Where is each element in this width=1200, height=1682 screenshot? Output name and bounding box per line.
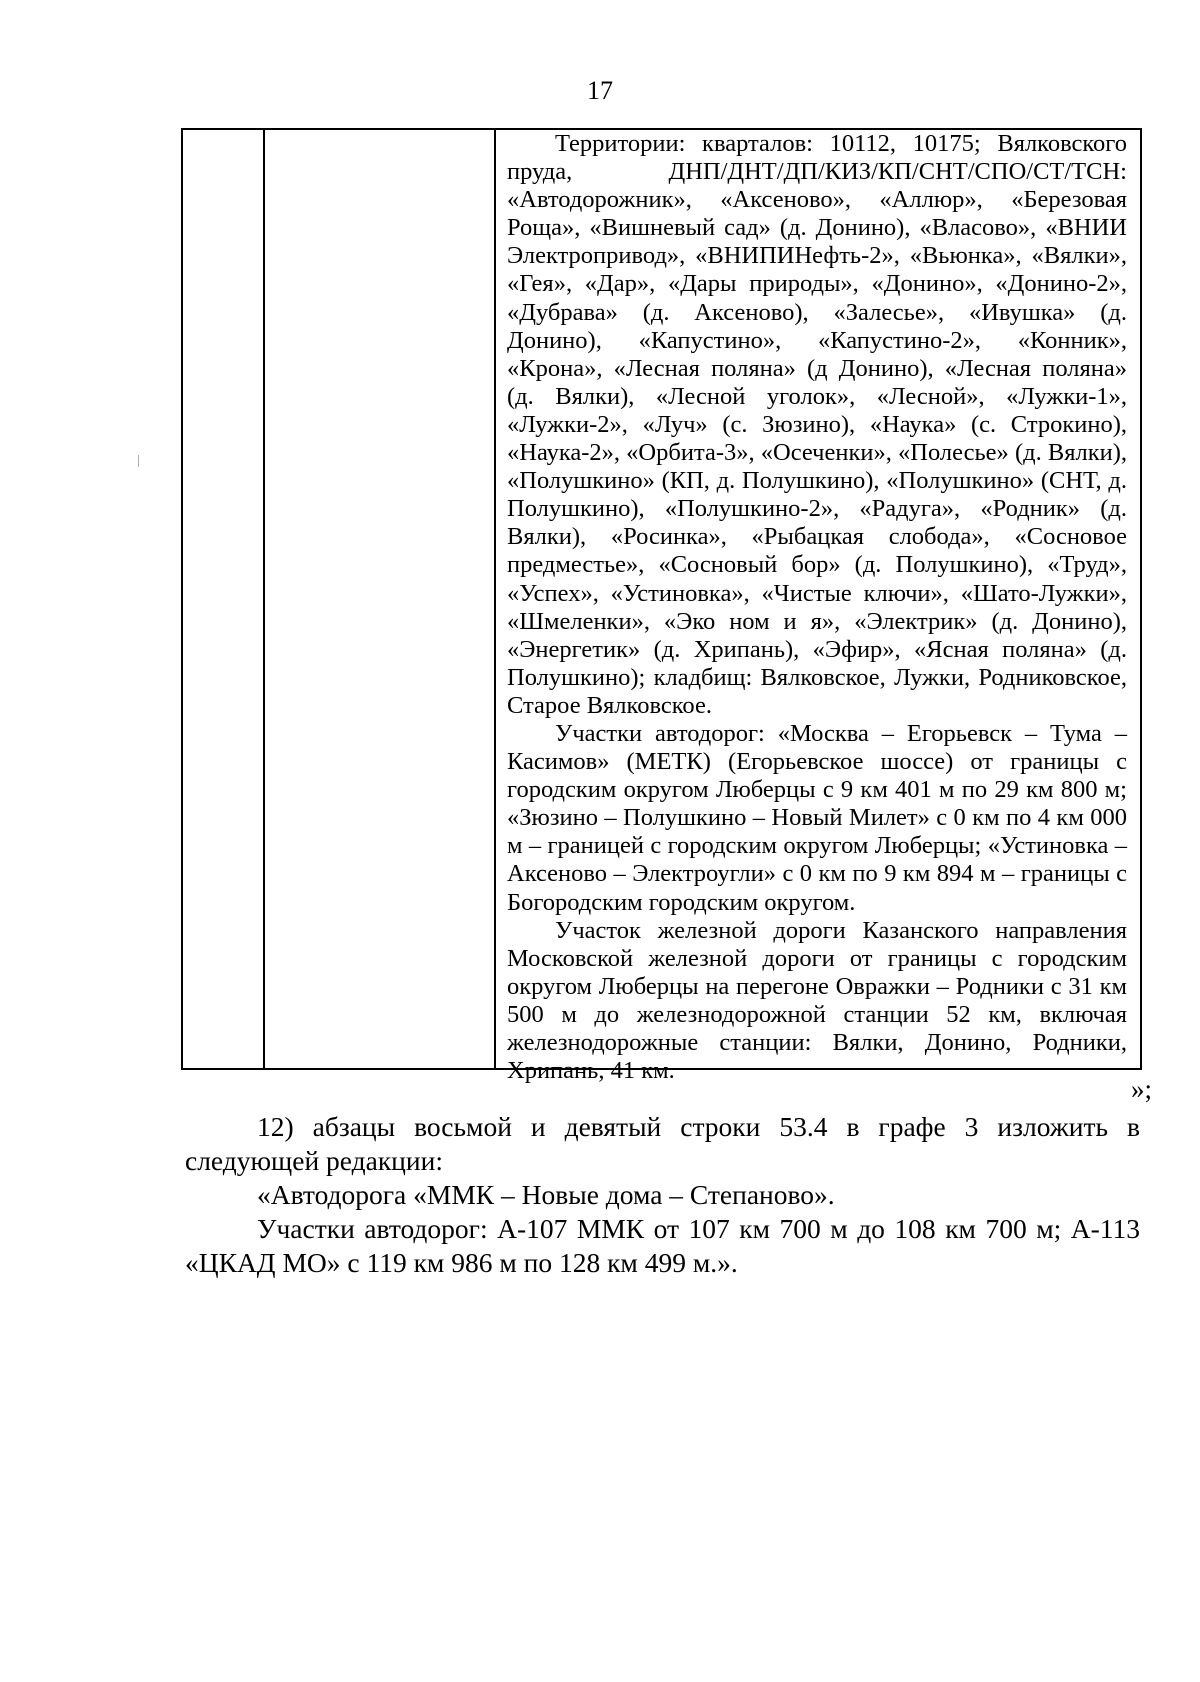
table-cell-column-3 xyxy=(507,130,1127,1085)
cell-paragraph-territories: Территории: кварталов: 10112, 10175; Вялковского пруда, ДНП/ДНТ/ДП/КИЗ/КП/СНТ/СПО/СТ/ТСН: «Автодорожник», «Аксеново», «Аллюр», «Березовая Роща», «Вишневый сад» (д. Донино), «Власово», «ВНИИ Электропривод», «ВНИПИНефть-2», «Вьюнка», «Вялки», «Гея», «Дар», «Дары природы», «Донино», «Донино-2», «Дубрава» (д. Аксеново), «Залесье», «Ивушка» (д. Донино), «Капустино», «Капустино-2», «Конник», «Крона», «Лесная поляна» (д Донино), «Лесная поляна» (д. Вялки), «Лесной уголок», «Лесной», «Лужки-1», «Лужки-2», «Луч» (с. Зюзино), «Наука» (с. Строкино), «Наука-2», «Орбита-3», «Осеченки», «Полесье» (д. Вялки), «Полушкино» (КП, д. Полушкино), «Полушкино» (СНТ, д. Полушкино), «Полушкино-2», «Радуга», «Родник» (д. Вялки), «Росинка», «Рыбацкая слобода», «Сосновое предместье», «Сосновый бор» (д. Полушкино), «Труд», «Успех», «Устиновка», «Чистые ключи», «Шато-Лужки», «Шмеленки», «Эко ном и я», «Электрик» (д. Донино), «Энергетик» (д. Хрипань), «Эфир», «Ясная поляна» (д. Полушкино); кладбищ: Вялковское, Лужки, Родниковское, Старое Вялковское. xyxy=(507,130,1127,719)
territory-table xyxy=(181,128,1142,1085)
cell-paragraph-railway: Участок железной дороги Казанского направления Московской железной дороги от границы с городским округом Люберцы на перегоне Овражки – Родники с 31 км 500 м до железнодорожной станции 52 км, включая железнодорожные станции: Вялки, Донино, Родники, Хрипань, 41 км. xyxy=(507,916,1127,1085)
table-column-divider-2 xyxy=(494,130,496,1068)
scan-mark xyxy=(138,455,139,467)
amendment-text xyxy=(185,1110,1140,1280)
page-number: 17 xyxy=(587,76,613,105)
table-column-divider-1 xyxy=(263,130,265,1068)
cell-paragraph-roads: Участки автодорог: «Москва – Егорьевск – Тума – Касимов» (МЕТК) (Егорьевское шоссе) от границы с городским округом Люберцы с 9 км 401 м по 29 км 800 м; «Зюзино – Полушкино – Новый Милет» с 0 км по 4 км 000 м – границей с городским округом Люберцы; «Устиновка – Аксеново – Электроугли» с 0 км по 9 км 894 м – границы с Богородским городским округом. xyxy=(507,719,1127,916)
closing-quote-mark: »; xyxy=(1130,1074,1152,1104)
amendment-quote-road: «Автодорога «ММК – Новые дома – Степаново». xyxy=(257,1179,835,1210)
amendment-quote-road-sections: Участки автодорог: А-107 ММК от 107 км 700 м до 108 км 700 м; А-113 «ЦКАД МО» с 119 км 986 м по 128 км 499 м.». xyxy=(185,1213,1140,1278)
amendment-item-12: 12) абзацы восьмой и девятый строки 53.4 в графе 3 изложить в следующей редакции: xyxy=(185,1111,1140,1176)
